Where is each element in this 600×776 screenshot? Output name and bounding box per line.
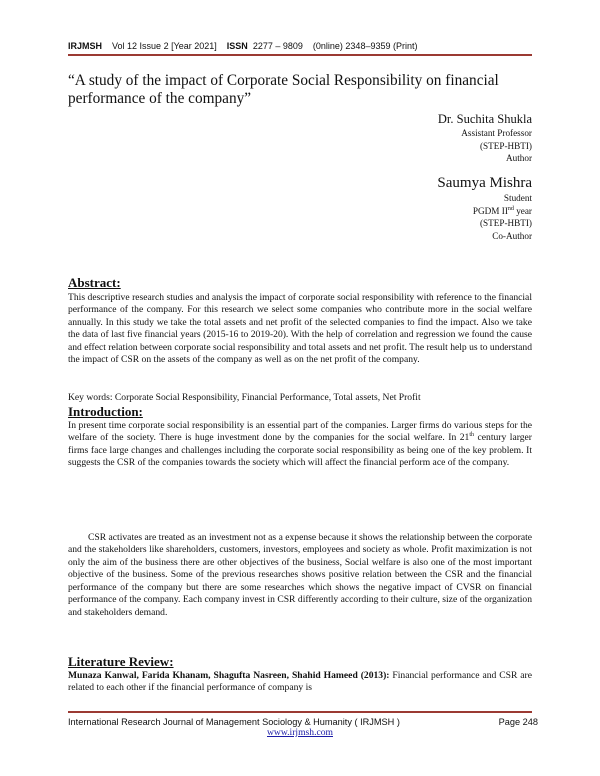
author-detail: Author [505, 153, 532, 164]
literature-paragraph: Munaza Kanwal, Farida Khanam, Shagufta Nasreen, Shahid Hameed (2013): Financial performance and CSR are related to each other if the financial performance of company is [68, 670, 532, 694]
introduction-paragraph-1: In present time corporate social responsibility is an essential part of the companies. Larger firms do various steps for the welfare of the society. There is huge investment done by the companies for the social welfare. In 21th century larger firms face large changes and challenges including the corporate social responsibility as being one of the key problem. It suggests the CSR of the companies towards the society which will affect the financial perform ace of the company. [68, 420, 532, 469]
journal-website-link[interactable]: www.irjmsh.com [267, 727, 333, 738]
author-name: Dr. Suchita Shukla [437, 112, 532, 126]
footer-journal: International Research Journal of Management Sociology & Humanity ( IRJMSH ) [68, 717, 400, 727]
author-detail: Co-Author [492, 230, 532, 241]
introduction-heading: Introduction: [68, 404, 143, 419]
literature-heading: Literature Review: [68, 654, 174, 669]
author-detail: (STEP-HBTI) [479, 140, 532, 151]
author-detail: Student [503, 193, 532, 203]
paper-title: “A study of the impact of Corporate Social Responsibility on financial performance of the company” [68, 72, 499, 107]
author-block-2 [437, 174, 532, 242]
issn-number: 2277 – 9809 [252, 41, 303, 51]
volume-info: Vol 12 Issue 2 [Year 2021] [112, 41, 217, 51]
abstract-text: This descriptive research studies and analysis the impact of corporate social responsibility with reference to the financial performance of the company. For this research we select some companies who contribute more in the social welfare annually. In this study we take the total assets and net profit of the selected companies to find the impact. Also we take the data of last five financial years (2015-16 to 2019-20). With the help of correlation and regression we found the cause and effect relation between corporate social responsibility and total assets and net profit. The result help us to understand the impact of CSR on the assets of the company as well as on the net profit of the company. [68, 292, 533, 366]
literature-authors: Munaza Kanwal, Farida Khanam, Shagufta Nasreen, Shahid Hameed (2013): [68, 670, 390, 681]
page-number: Page 248 [498, 717, 538, 727]
author-detail: PGDM IInd year [472, 205, 532, 216]
header-rule [68, 54, 532, 56]
abstract-heading: Abstract: [68, 275, 121, 290]
footer [68, 717, 538, 727]
journal-abbrev: IRJMSH [68, 41, 103, 51]
footer-rule [68, 711, 532, 713]
keywords: Key words: Corporate Social Responsibility, Financial Performance, Total assets, Net Profit [68, 392, 421, 403]
author-detail: (STEP-HBTI) [479, 218, 532, 229]
author-block-1 [438, 112, 532, 165]
author-detail: Assistant Professor [461, 128, 532, 138]
issn-label: ISSN [226, 41, 248, 51]
author-name: Saumya Mishra [437, 175, 532, 191]
introduction-paragraph-2: CSR activates are treated as an investment not as a expense because it shows the relationship between the corporate and the stakeholders like shareholders, customers, investors, employees and society as whole. Profit maximization is not only the aim of the business there are other objectives of the business, Social welfare is also one of the most important objective of the business. Some of the previous researches shows positive relation between the CSR and the financial performance of the company but there are some researches which shows the negative impact of CVSR on financial performance of the company. Each company invest in CSR differently according to their culture, size of the organization and stakeholders demand. [68, 532, 532, 618]
issn-online: (0nline) 2348–9359 (Print) [312, 41, 418, 51]
running-header [68, 41, 417, 51]
